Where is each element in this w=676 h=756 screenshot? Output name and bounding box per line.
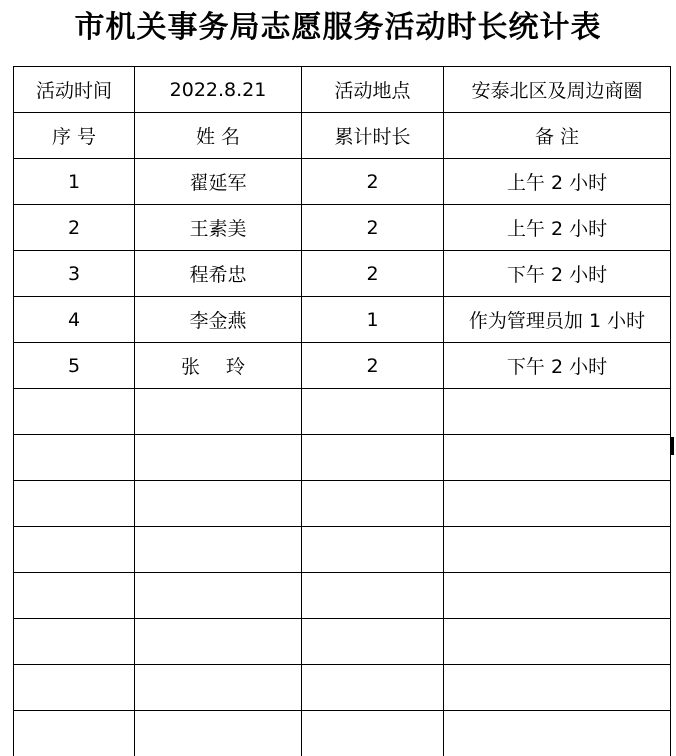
empty-cell — [444, 527, 671, 573]
row-index: 2 — [14, 205, 135, 251]
empty-row — [14, 527, 671, 573]
row-name: 李金燕 — [135, 297, 302, 343]
info-row — [14, 67, 671, 113]
row-hours: 2 — [302, 343, 444, 389]
row-index: 4 — [14, 297, 135, 343]
table-row — [14, 251, 671, 297]
empty-cell — [302, 711, 444, 756]
table-row — [14, 343, 671, 389]
header-row — [14, 113, 671, 159]
empty-row — [14, 711, 671, 756]
empty-cell — [135, 573, 302, 619]
row-note: 上午 2 小时 — [444, 159, 671, 205]
date-label: 活动时间 — [14, 67, 135, 113]
empty-cell — [444, 435, 671, 481]
row-name: 翟延军 — [135, 159, 302, 205]
empty-cell — [135, 711, 302, 756]
empty-cell — [444, 481, 671, 527]
empty-cell — [135, 619, 302, 665]
header-note: 备 注 — [444, 113, 671, 159]
header-index: 序 号 — [14, 113, 135, 159]
empty-cell — [444, 619, 671, 665]
empty-cell — [14, 665, 135, 711]
row-name: 王素美 — [135, 205, 302, 251]
row-note: 上午 2 小时 — [444, 205, 671, 251]
row-hours: 2 — [302, 205, 444, 251]
row-note: 下午 2 小时 — [444, 251, 671, 297]
empty-cell — [302, 665, 444, 711]
empty-row — [14, 435, 671, 481]
row-hours: 2 — [302, 159, 444, 205]
header-hours: 累计时长 — [302, 113, 444, 159]
empty-cell — [135, 665, 302, 711]
table-row — [14, 205, 671, 251]
empty-cell — [135, 435, 302, 481]
row-name: 程希忠 — [135, 251, 302, 297]
empty-cell — [14, 527, 135, 573]
row-index: 3 — [14, 251, 135, 297]
empty-cell — [302, 619, 444, 665]
empty-cell — [14, 435, 135, 481]
row-hours: 1 — [302, 297, 444, 343]
row-index: 5 — [14, 343, 135, 389]
location-label: 活动地点 — [302, 67, 444, 113]
row-note: 下午 2 小时 — [444, 343, 671, 389]
row-index: 1 — [14, 159, 135, 205]
empty-cell — [444, 573, 671, 619]
empty-row — [14, 389, 671, 435]
row-name: 张 玲 — [135, 343, 302, 389]
empty-cell — [302, 389, 444, 435]
empty-cell — [14, 573, 135, 619]
empty-cell — [14, 711, 135, 756]
empty-cell — [302, 573, 444, 619]
empty-cell — [14, 481, 135, 527]
row-hours: 2 — [302, 251, 444, 297]
empty-cell — [302, 527, 444, 573]
empty-cell — [302, 481, 444, 527]
table-row — [14, 297, 671, 343]
empty-cell — [135, 481, 302, 527]
table-row — [14, 159, 671, 205]
location-value: 安泰北区及周边商圈 — [444, 67, 671, 113]
edge-mark — [671, 437, 674, 455]
empty-cell — [444, 389, 671, 435]
volunteer-hours-table — [13, 66, 671, 756]
empty-cell — [14, 389, 135, 435]
empty-row — [14, 573, 671, 619]
empty-row — [14, 481, 671, 527]
empty-row — [14, 665, 671, 711]
row-note: 作为管理员加 1 小时 — [444, 297, 671, 343]
empty-cell — [444, 665, 671, 711]
header-name: 姓 名 — [135, 113, 302, 159]
empty-row — [14, 619, 671, 665]
empty-cell — [135, 527, 302, 573]
page-title: 市机关事务局志愿服务活动时长统计表 — [0, 8, 676, 48]
empty-cell — [135, 389, 302, 435]
date-value: 2022.8.21 — [135, 67, 302, 113]
empty-cell — [14, 619, 135, 665]
empty-cell — [302, 435, 444, 481]
empty-cell — [444, 711, 671, 756]
